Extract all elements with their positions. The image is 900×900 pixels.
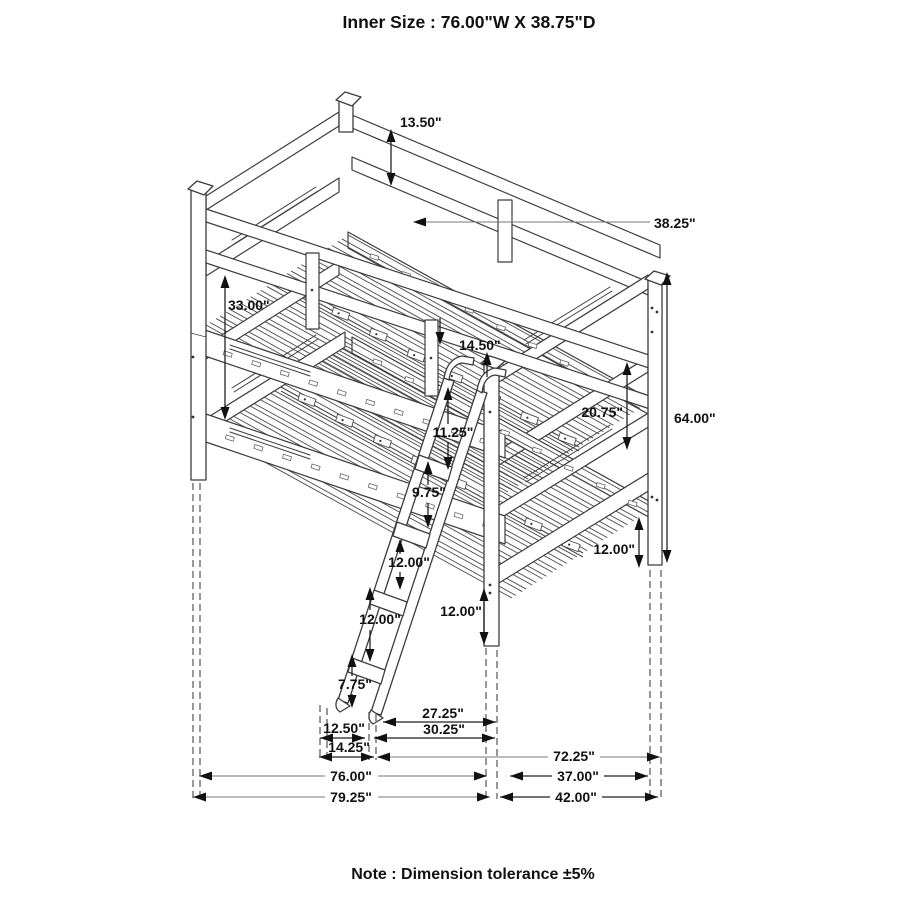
dim-ladder-total-offset: 14.25" [328, 739, 370, 755]
dim-rear-post-bottom: 12.00" [593, 541, 635, 557]
tolerance-note: Note : Dimension tolerance ±5% [351, 866, 595, 883]
dim-inner-width: 37.00" [557, 768, 599, 784]
dim-ladder-floor-depth: 27.25" [422, 705, 464, 721]
dim-overall-height: 64.00" [674, 410, 716, 426]
dim-guardrail-above-deck: 14.50" [459, 337, 501, 353]
dim-front-post-bottom: 12.00" [440, 603, 482, 619]
dim-ladder-span: 30.25" [423, 721, 465, 737]
dim-ladder-gap-3: 12.00" [388, 554, 430, 570]
dim-bunk-clearance: 33.00" [228, 297, 270, 313]
dim-ladder-gap-4: 12.00" [359, 611, 401, 627]
dim-floor-span-right: 72.25" [553, 748, 595, 764]
back-right-post [648, 278, 662, 565]
diagram-title: Inner Size : 76.00"W X 38.75"D [342, 12, 596, 32]
dim-outer-width: 42.00" [555, 789, 597, 805]
dim-ladder-gap-2: 9.75" [412, 484, 446, 500]
dim-ladder-gap-bottom: 7.75" [338, 676, 372, 692]
dim-outer-length: 79.25" [330, 789, 372, 805]
dim-guardrail-height: 13.50" [400, 114, 442, 130]
dim-ladder-foot-offset: 12.50" [323, 720, 365, 736]
front-right-post [484, 362, 499, 646]
dim-bunk-gap-right: 20.75" [581, 404, 623, 420]
dim-ladder-gap-top: 11.25" [432, 424, 474, 440]
back-guard-support-post [498, 200, 512, 262]
dim-inner-length: 76.00" [330, 768, 372, 784]
dim-inner-depth: 38.25" [654, 215, 696, 231]
